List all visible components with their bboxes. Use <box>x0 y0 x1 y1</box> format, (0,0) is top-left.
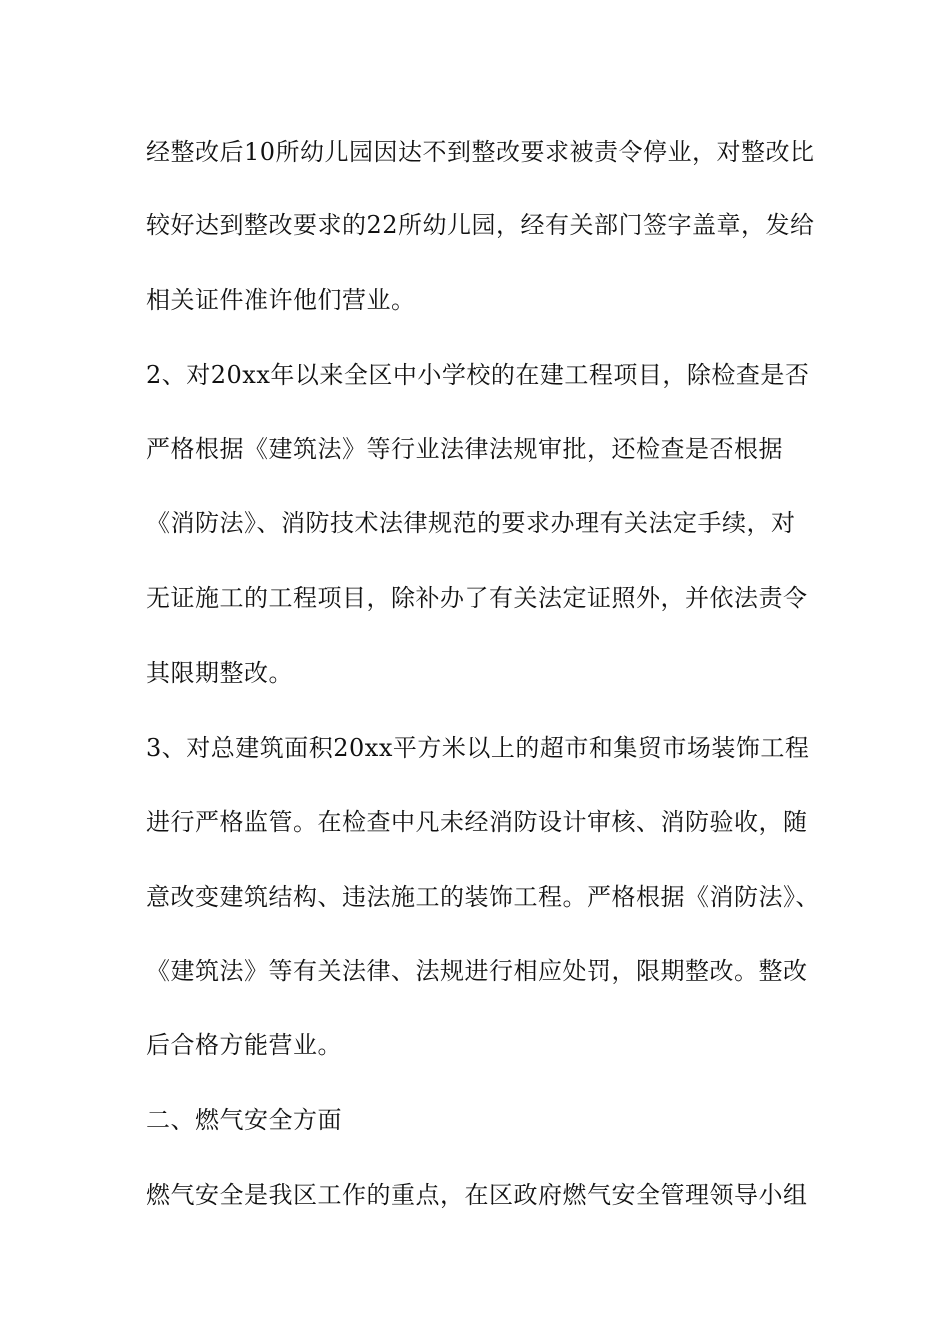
text-line: 相关证件准许他们营业。 <box>146 286 416 314</box>
section-heading: 二、燃气安全方面 <box>146 1106 342 1134</box>
text-line: 后合格方能营业。 <box>146 1031 342 1059</box>
text-line: 进行严格监管。在检查中凡未经消防设计审核、消防验收，随 <box>146 808 808 836</box>
text-line: 2、对20xx年以来全区中小学校的在建工程项目，除检查是否 <box>146 361 810 389</box>
text-line: 《消防法》、消防技术法律规范的要求办理有关法定手续，对 <box>146 509 796 537</box>
text-line: 《建筑法》等有关法律、法规进行相应处罚，限期整改。整改 <box>146 957 808 985</box>
text-line: 严格根据《建筑法》等行业法律法规审批，还检查是否根据 <box>146 435 783 463</box>
text-line: 无证施工的工程项目，除补办了有关法定证照外，并依法责令 <box>146 584 808 612</box>
text-line: 较好达到整改要求的22所幼儿园，经有关部门签字盖章，发给 <box>146 211 815 239</box>
text-line: 经整改后10所幼儿园因达不到整改要求被责令停业，对整改比 <box>146 138 815 166</box>
text-line: 3、对总建筑面积20xx平方米以上的超市和集贸市场装饰工程 <box>146 734 810 762</box>
text-line: 燃气安全是我区工作的重点，在区政府燃气安全管理领导小组 <box>146 1181 808 1209</box>
text-line: 意改变建筑结构、违法施工的装饰工程。严格根据《消防法》、 <box>146 883 820 911</box>
text-line: 其限期整改。 <box>146 659 293 687</box>
